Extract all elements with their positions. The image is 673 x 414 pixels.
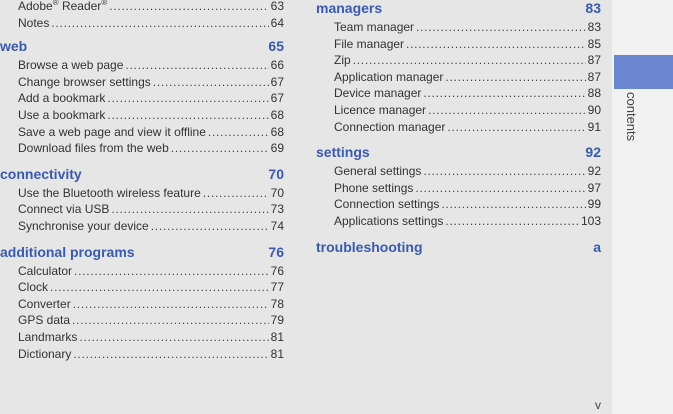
leader-dots — [74, 263, 269, 280]
entry-title: Device manager — [334, 86, 422, 101]
toc-entry[interactable] — [316, 52, 601, 69]
entry-title: Dictionary — [18, 346, 72, 361]
toc-entry[interactable] — [316, 213, 601, 230]
entry-title: Use a bookmark — [18, 107, 106, 122]
entry-title: Download files from the web — [18, 141, 169, 156]
leader-dots — [109, 0, 268, 15]
section-heading[interactable] — [316, 0, 601, 19]
toc-entry[interactable] — [316, 85, 601, 102]
entry-title: Notes — [18, 15, 50, 30]
entry-page: 83 — [587, 20, 601, 34]
leader-dots — [445, 69, 585, 86]
leader-dots — [445, 213, 579, 230]
leader-dots — [203, 185, 269, 202]
entry-page: 73 — [270, 202, 284, 217]
entry-page: 79 — [270, 313, 284, 328]
entry-page: 74 — [270, 218, 284, 233]
section-web — [0, 35, 284, 157]
entry-page: 92 — [587, 164, 601, 179]
toc-entry[interactable] — [0, 0, 284, 15]
entry-page: 70 — [270, 185, 284, 200]
section-title: web — [0, 38, 28, 55]
toc-entry[interactable] — [316, 180, 601, 197]
leader-dots — [153, 74, 269, 91]
entry-title: Zip — [334, 53, 351, 68]
entry-title: Application manager — [334, 69, 444, 84]
leader-dots — [406, 36, 586, 53]
leader-dots — [79, 329, 268, 346]
section-heading[interactable] — [316, 236, 601, 258]
toc-entry[interactable] — [0, 279, 284, 296]
entry-title: Adobe® Reader® — [18, 0, 108, 13]
entry-page: 69 — [270, 141, 284, 156]
section-page: 76 — [268, 243, 284, 260]
section-title: troubleshooting — [316, 238, 423, 255]
section-settings — [316, 141, 601, 229]
section-additional-programs — [0, 241, 284, 363]
entry-page: 87 — [587, 53, 601, 68]
entry-title: Calculator — [18, 263, 73, 278]
entry-page: 99 — [587, 197, 601, 212]
toc-entry[interactable] — [0, 201, 284, 218]
entry-page: 64 — [270, 15, 284, 30]
leader-dots — [72, 312, 269, 329]
leader-dots — [353, 52, 586, 69]
leader-dots — [423, 85, 585, 102]
entry-page: 68 — [270, 124, 284, 139]
leader-dots — [208, 124, 269, 141]
section-page: 70 — [268, 165, 284, 182]
leader-dots — [125, 57, 268, 74]
entry-page: 78 — [270, 296, 284, 311]
entry-page: 88 — [587, 86, 601, 101]
toc-entry[interactable] — [0, 57, 284, 74]
section-page: a — [593, 238, 601, 255]
entry-page: 63 — [270, 0, 284, 13]
entry-page: 97 — [587, 180, 601, 195]
toc-entry[interactable] — [0, 90, 284, 107]
section-connectivity — [0, 163, 284, 235]
section-title: settings — [316, 144, 370, 161]
entry-title: Change browser settings — [18, 74, 151, 89]
leader-dots — [428, 102, 586, 119]
entry-page: 103 — [580, 213, 601, 228]
entry-title: Landmarks — [18, 329, 78, 344]
leader-dots — [107, 90, 268, 107]
page-number: v — [595, 398, 601, 412]
entry-page: 67 — [270, 91, 284, 106]
toc-entry[interactable] — [0, 107, 284, 124]
section-troubleshooting — [316, 236, 601, 258]
entry-title: Use the Bluetooth wireless feature — [18, 185, 201, 200]
section-page: 83 — [585, 0, 601, 16]
section-title: additional programs — [0, 243, 135, 260]
leader-dots — [416, 19, 586, 36]
section-heading[interactable] — [0, 241, 284, 263]
toc-entry[interactable] — [0, 296, 284, 313]
leader-dots — [441, 196, 585, 213]
leader-dots — [151, 218, 269, 235]
entry-page: 85 — [587, 36, 601, 51]
entry-page: 66 — [270, 58, 284, 73]
toc-entry[interactable] — [316, 196, 601, 213]
leader-dots — [423, 163, 585, 180]
toc-entry[interactable] — [316, 163, 601, 180]
entry-title: Converter — [18, 296, 71, 311]
toc-entry[interactable] — [0, 74, 284, 91]
entry-title: Team manager — [334, 20, 415, 34]
entry-page: 67 — [270, 74, 284, 89]
entry-title: Save a web page and view it offline — [18, 124, 206, 139]
section-title: managers — [316, 0, 383, 16]
entry-title: Clock — [18, 280, 49, 295]
leader-dots — [107, 107, 268, 124]
toc-entry[interactable] — [0, 15, 284, 32]
leader-dots — [171, 140, 269, 157]
entry-title: Licence manager — [334, 102, 427, 117]
toc-entry[interactable] — [0, 346, 284, 363]
leader-dots — [447, 119, 585, 136]
contents-tab-label: contents — [624, 92, 639, 142]
entry-title: Applications settings — [334, 213, 444, 228]
entry-page: 90 — [587, 102, 601, 117]
left-column — [0, 0, 284, 362]
entry-page: 81 — [270, 329, 284, 344]
entry-page: 77 — [270, 280, 284, 295]
section-managers — [316, 0, 601, 135]
toc-entry[interactable] — [316, 69, 601, 86]
entry-title: Connection settings — [334, 197, 440, 212]
leader-dots — [111, 201, 268, 218]
section-heading[interactable] — [0, 163, 284, 185]
toc-entry[interactable] — [316, 102, 601, 119]
leader-dots — [73, 296, 269, 313]
toc-entry[interactable] — [316, 119, 601, 136]
section-heading[interactable] — [0, 35, 284, 57]
toc-entry[interactable] — [316, 36, 601, 53]
section-heading[interactable] — [316, 141, 601, 163]
toc-entry[interactable] — [0, 140, 284, 157]
section-page: 92 — [585, 144, 601, 161]
leader-dots — [51, 15, 268, 32]
toc-entry[interactable] — [0, 185, 284, 202]
leader-dots — [415, 180, 585, 197]
entry-title: Synchronise your device — [18, 218, 149, 233]
section-title: connectivity — [0, 165, 82, 182]
entry-title: File manager — [334, 36, 405, 51]
toc-entry[interactable] — [0, 124, 284, 141]
leader-dots — [50, 279, 269, 296]
section-page: 65 — [268, 38, 284, 55]
entry-page: 87 — [587, 69, 601, 84]
entry-title: Phone settings — [334, 180, 414, 195]
toc-entry[interactable] — [0, 329, 284, 346]
entry-page: 91 — [587, 119, 601, 134]
toc-entry[interactable] — [0, 218, 284, 235]
toc-entry[interactable] — [0, 312, 284, 329]
toc-entry[interactable] — [316, 19, 601, 36]
continued-entries — [0, 0, 284, 31]
toc-entry[interactable] — [0, 263, 284, 280]
entry-title: Connect via USB — [18, 202, 110, 217]
right-column — [316, 0, 601, 258]
contents-tab-marker[interactable] — [614, 55, 673, 89]
entry-page: 68 — [270, 107, 284, 122]
entry-title: General settings — [334, 164, 422, 179]
entry-title: Browse a web page — [18, 58, 124, 73]
entry-title: Add a bookmark — [18, 91, 106, 106]
entry-page: 81 — [270, 346, 284, 361]
entry-page: 76 — [270, 263, 284, 278]
entry-title: GPS data — [18, 313, 71, 328]
entry-title: Connection manager — [334, 119, 446, 134]
leader-dots — [73, 346, 268, 363]
